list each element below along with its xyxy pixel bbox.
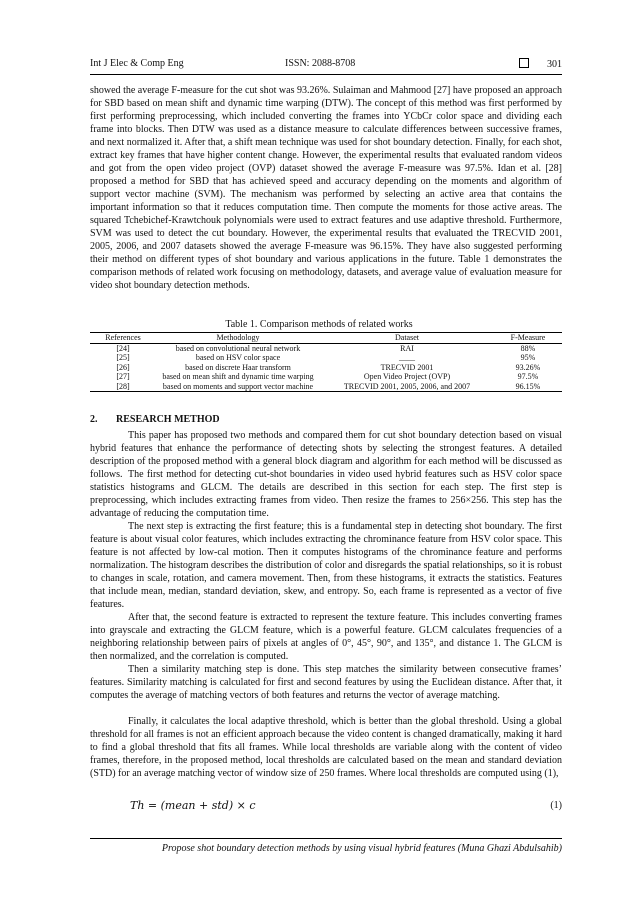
- table-cell: based on HSV color space: [195, 353, 281, 362]
- intro-paragraph: showed the average F-measure for the cut shot was 93.26%. Sulaiman and Mahmood [27] have proposed an approach for SBD based on mean shift and dynamic time warping (DTW). The concept of this method was first performed by first performing preprocessing, which included converting the frames into YCbCr color space and dividing each frame into blocks. Then DTW was used as a distance measure to calculate differences between successive frames, and next normalized it. After that, a shift mean technique was used for shot boundary detection. Finally, for each shot, extract key frames that have higher content change. However, the experimental results that evaluated random videos and got from the open video project (OVP) dataset showed the average F-measure was 97.5%. Idan et al. [28] proposed a method for SBD that has achieved speed and accuracy depending on the moments and algorithm of support vector machine (SVM). The mechanism was performed by selecting an active area that contains the important information so that it reduces computation time. Then compute the moments for those active areas. The squared Tchebichef-Krawtchouk polynomials were used to extract features and use adaptive threshold. Furthermore, SVM was used to detect the cut boundary. However, the experimental results that evaluated the TRECVID 2001, 2005, 2006, and 2007 datasets showed the average F-measure was 96.15%. They have also suggested performing their method on different types of shot boundary and various applications in the future. Table 1 demonstrates the comparison methods of related work focusing on methodology, datasets, and average value of evaluation measure for video shot boundary detection methods.: [90, 85, 562, 291]
- section-title: RESEARCH METHOD: [116, 414, 220, 425]
- table-cell: 93.26%: [515, 362, 541, 372]
- table-header-cell: Methodology: [156, 333, 320, 344]
- table-cell: [28]: [90, 382, 156, 392]
- table-cell: based on discrete Haar transform: [185, 362, 291, 372]
- paragraph: This paper has proposed two methods and compared them for cut shot boundary detection based on visual hybrid features that enhance the performance of detecting shots by selecting the strongest features. A detailed description of the proposed method with a general block diagram and algorithm for each method will be discussed as follows.: [90, 430, 562, 480]
- table-cell: TRECVID 2001: [380, 362, 434, 372]
- comparison-table: [90, 332, 562, 392]
- table-cell: based on moments and support vector machine: [156, 382, 320, 392]
- page-number-block: [519, 58, 562, 70]
- paragraph: Finally, it calculates the local adaptive threshold, which is better than the global threshold. Using a global threshold for all frames is not an efficient approach because the video content is changed dramatically, making it hard to find a global threshold that fits all frames. While local thresholds are variable along with the content of video frames, therefore, in the proposed method, local thresholds are calculated based on the mean and standard deviation (STD) for an average matching vector of window size of 250 frames. Where local thresholds are computed using (1),: [90, 716, 562, 779]
- table-caption: Table 1. Comparison methods of related works: [225, 319, 413, 330]
- table-header-cell: References: [90, 333, 156, 344]
- table-cell: Open Video Project (OVP): [363, 372, 451, 381]
- equation-number: (1): [550, 800, 562, 811]
- table-cell: 88%: [520, 343, 536, 353]
- table-cell: [26]: [116, 362, 130, 372]
- section-heading: [90, 414, 220, 425]
- paragraph: The first method for detecting cut-shot boundaries in video used hybrid features such as HSV color space statistics histograms and GLCM. The details are described in this section for each step. The first step is preprocessing, which includes extracting frames from video. Then resize the frames to 256×256. This step has the advantage of reducing the computation time.: [90, 469, 562, 519]
- paragraph: After that, the second feature is extracted to represent the texture feature. This includes converting frames into grayscale and extracting the GLCM feature, which is a powerful feature. GLCM calculates frequencies of a neighboring relationship between pairs of pixels at angles of 0°, 45°, 90°, and 135°, and distance 1. The GLCM is then normalized, and the correlation is computed.: [90, 612, 562, 662]
- table-row: [90, 382, 562, 392]
- page-footer: Propose shot boundary detection methods by using visual hybrid features (Muna Ghazi Abdulsahib): [90, 838, 562, 854]
- table-row: [90, 343, 562, 353]
- table-cell: 97.5%: [517, 372, 539, 381]
- journal-name: Int J Elec & Comp Eng: [90, 58, 184, 69]
- table-cell: ____: [399, 353, 415, 362]
- page-number: 301: [547, 59, 562, 70]
- issn: ISSN: 2088-8708: [285, 58, 356, 69]
- table-cell: 96.15%: [494, 382, 562, 392]
- table-cell: 95%: [520, 353, 536, 362]
- equation: Th = (mean + std) × c: [130, 799, 256, 812]
- page-header: [90, 56, 562, 75]
- table-cell: [24]: [116, 343, 130, 353]
- paragraph: The next step is extracting the first feature; this is a fundamental step in detecting shot boundary. The first feature is about visual color features, which includes extracting the chrominance feature from HSV color space. This feature is not affected by low-cal motion. Then it computes histograms of the chrominance feature and performs normalization. The histogram describes the distribution of color and disregards the spatial relationships, so it is robust to changes in scale, rotation, and camera movement. Then, from these histograms, it extracts the statistics. Features that include mean, median, standard deviation, skew, and entropy. So, each frame is represented as a vector of five features.: [90, 521, 562, 610]
- paragraph: Then a similarity matching step is done. This step matches the similarity between consecutive frames’ features. Similarity matching is calculated for first and second features by using the Euclidean distance. After that, it computes the average of matching vectors of both features and returns the vector of average matching.: [90, 664, 562, 701]
- table-header-cell: F-Measure: [494, 333, 562, 344]
- table-cell: [27]: [116, 372, 130, 381]
- table-header-cell: Dataset: [320, 333, 494, 344]
- table-cell: based on mean shift and dynamic time warping: [162, 372, 314, 381]
- table-header-row: [90, 333, 562, 344]
- table-cell: [25]: [116, 353, 130, 362]
- checkbox-icon: [519, 58, 529, 68]
- table-cell: based on convolutional neural network: [175, 343, 301, 353]
- table-row: [90, 372, 562, 382]
- section-number: 2.: [90, 414, 98, 425]
- table-row: [90, 353, 562, 363]
- table-row: [90, 363, 562, 373]
- table-cell: TRECVID 2001, 2005, 2006, and 2007: [320, 382, 494, 392]
- table-cell: RAI: [400, 343, 414, 353]
